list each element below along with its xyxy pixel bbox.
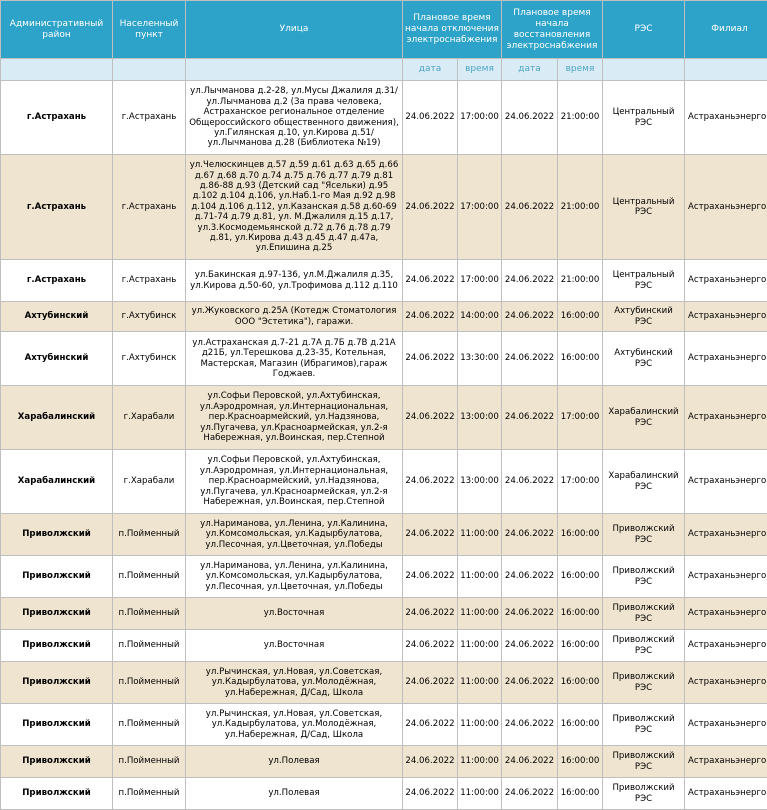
district-cell: г.Астрахань xyxy=(1,260,113,302)
district-cell: г.Астрахань xyxy=(1,155,113,260)
subheader-row xyxy=(1,59,767,81)
district-cell: Приволжский xyxy=(1,556,113,598)
street-cell: ул.Лычманова д.2-28, ул.Мусы Джалиля д.31/ ул.Лычманова д.2 (За права человека, Астраханское региональное отделение Общероссийского общественного движения), ул.Гилянская д.10, ул.Кирова д.51/ ул.Лычманова д.28 (Библиотека №19) xyxy=(186,81,403,155)
table-row xyxy=(1,662,767,704)
on-date-cell: 24.06.2022 xyxy=(502,746,558,778)
res-cell: Приволжский РЭС xyxy=(603,630,685,662)
header-row xyxy=(1,1,767,59)
off-time-cell: 13:30:00 xyxy=(458,332,502,386)
district-cell: Приволжский xyxy=(1,704,113,746)
on-time-cell: 16:00:00 xyxy=(558,302,603,332)
res-cell: Приволжский РЭС xyxy=(603,746,685,778)
off-time-cell: 11:00:00 xyxy=(458,704,502,746)
off-time-cell: 11:00:00 xyxy=(458,514,502,556)
sub-on-date: дата xyxy=(502,59,558,81)
on-time-cell: 17:00:00 xyxy=(558,450,603,514)
locality-cell: п.Пойменный xyxy=(113,746,186,778)
off-date-cell: 24.06.2022 xyxy=(403,662,458,704)
on-date-cell: 24.06.2022 xyxy=(502,598,558,630)
district-cell: г.Астрахань xyxy=(1,81,113,155)
on-time-cell: 16:00:00 xyxy=(558,630,603,662)
branch-cell: Астраханьэнерго xyxy=(685,332,767,386)
table-row xyxy=(1,704,767,746)
on-date-cell: 24.06.2022 xyxy=(502,260,558,302)
col-on-time: Плановое время начала восстановления электроснабжения xyxy=(502,1,603,59)
street-cell: ул.Нариманова, ул.Ленина, ул.Калинина, ул.Комсомольская, ул.Кадырбулатова, ул.Песочная, ул.Цветочная, ул.Победы xyxy=(186,514,403,556)
sub-off-time: время xyxy=(458,59,502,81)
street-cell: ул.Восточная xyxy=(186,630,403,662)
res-cell: Приволжский РЭС xyxy=(603,598,685,630)
on-date-cell: 24.06.2022 xyxy=(502,556,558,598)
on-date-cell: 24.06.2022 xyxy=(502,332,558,386)
off-time-cell: 13:00:00 xyxy=(458,386,502,450)
on-date-cell: 24.06.2022 xyxy=(502,778,558,810)
off-time-cell: 11:00:00 xyxy=(458,630,502,662)
table-row xyxy=(1,155,767,260)
branch-cell: Астраханьэнерго xyxy=(685,630,767,662)
res-cell: Приволжский РЭС xyxy=(603,704,685,746)
sub-off-date: дата xyxy=(403,59,458,81)
on-date-cell: 24.06.2022 xyxy=(502,704,558,746)
table-row xyxy=(1,746,767,778)
on-time-cell: 17:00:00 xyxy=(558,386,603,450)
table-row xyxy=(1,514,767,556)
locality-cell: п.Пойменный xyxy=(113,778,186,810)
on-time-cell: 21:00:00 xyxy=(558,81,603,155)
on-time-cell: 21:00:00 xyxy=(558,260,603,302)
district-cell: Приволжский xyxy=(1,514,113,556)
street-cell: ул.Полевая xyxy=(186,746,403,778)
locality-cell: п.Пойменный xyxy=(113,598,186,630)
street-cell: ул.Полевая xyxy=(186,778,403,810)
street-cell: ул.Рычинская, ул.Новая, ул.Советская, ул.Кадырбулатова, ул.Молодёжная, ул.Набережная, Д/Сад, Школа xyxy=(186,662,403,704)
off-date-cell: 24.06.2022 xyxy=(403,746,458,778)
col-off-time: Плановое время начала отключения электроснабжения xyxy=(403,1,502,59)
off-time-cell: 11:00:00 xyxy=(458,746,502,778)
district-cell: Ахтубинский xyxy=(1,332,113,386)
locality-cell: г.Ахтубинск xyxy=(113,302,186,332)
street-cell: ул.Нариманова, ул.Ленина, ул.Калинина, ул.Комсомольская, ул.Кадырбулатова, ул.Песочная, ул.Цветочная, ул.Победы xyxy=(186,556,403,598)
table-row xyxy=(1,81,767,155)
off-date-cell: 24.06.2022 xyxy=(403,260,458,302)
street-cell: ул.Софьи Перовской, ул.Ахтубинская, ул.Аэродромная, ул.Интернациональная, пер.Красноармейский, ул.Надзянова, ул.Пугачева, ул.Красноармейская, ул.2-я Набережная, ул.Воинская, пер.Степной xyxy=(186,386,403,450)
district-cell: Харабалинский xyxy=(1,450,113,514)
on-date-cell: 24.06.2022 xyxy=(502,662,558,704)
off-time-cell: 14:00:00 xyxy=(458,302,502,332)
district-cell: Приволжский xyxy=(1,778,113,810)
branch-cell: Астраханьэнерго xyxy=(685,81,767,155)
table-row xyxy=(1,386,767,450)
table-row xyxy=(1,302,767,332)
off-date-cell: 24.06.2022 xyxy=(403,556,458,598)
off-time-cell: 11:00:00 xyxy=(458,778,502,810)
off-date-cell: 24.06.2022 xyxy=(403,450,458,514)
street-cell: ул.Челюскинцев д.57 д.59 д.61 д.63 д.65 д.66 д.67 д.68 д.70 д.74 д.75 д.76 д.77 д.79 д.81 д.86-88 д.93 (Детский сад "Ясельки) д.95 д.102 д.104 д.106, ул.Наб.1-го Мая д.92 д.98 д.104 д.106 д.112, ул.Казанская д.58 д.60-69 д.71-74 д.79 д.81, ул. М.Джалиля д.15 д.17, ул.3.Космодемьянской д.72 д.76 д.78 д.79 д.81, ул.Кирова д.43 д.45 д.47 д.47а, ул.Епишина д.25 xyxy=(186,155,403,260)
table-row xyxy=(1,630,767,662)
street-cell: ул.Рычинская, ул.Новая, ул.Советская, ул.Кадырбулатова, ул.Молодёжная, ул.Набережная, Д/Сад, Школа xyxy=(186,704,403,746)
street-cell: ул.Софьи Перовской, ул.Ахтубинская, ул.Аэродромная, ул.Интернациональная, пер.Красноармейский, ул.Надзянова, ул.Пугачева, ул.Красноармейская, ул.2-я Набережная, ул.Воинская, пер.Степной xyxy=(186,450,403,514)
district-cell: Приволжский xyxy=(1,630,113,662)
locality-cell: п.Пойменный xyxy=(113,556,186,598)
on-date-cell: 24.06.2022 xyxy=(502,450,558,514)
off-date-cell: 24.06.2022 xyxy=(403,704,458,746)
district-cell: Ахтубинский xyxy=(1,302,113,332)
res-cell: Харабалинский РЭС xyxy=(603,386,685,450)
off-time-cell: 17:00:00 xyxy=(458,81,502,155)
street-cell: ул.Восточная xyxy=(186,598,403,630)
res-cell: Приволжский РЭС xyxy=(603,556,685,598)
off-date-cell: 24.06.2022 xyxy=(403,332,458,386)
col-district: Административный район xyxy=(1,1,113,59)
locality-cell: п.Пойменный xyxy=(113,630,186,662)
branch-cell: Астраханьэнерго xyxy=(685,386,767,450)
on-time-cell: 16:00:00 xyxy=(558,332,603,386)
on-date-cell: 24.06.2022 xyxy=(502,155,558,260)
on-date-cell: 24.06.2022 xyxy=(502,302,558,332)
on-date-cell: 24.06.2022 xyxy=(502,81,558,155)
on-time-cell: 16:00:00 xyxy=(558,746,603,778)
on-time-cell: 16:00:00 xyxy=(558,704,603,746)
on-date-cell: 24.06.2022 xyxy=(502,630,558,662)
res-cell: Приволжский РЭС xyxy=(603,514,685,556)
res-cell: Ахтубинский РЭС xyxy=(603,302,685,332)
on-time-cell: 21:00:00 xyxy=(558,155,603,260)
locality-cell: г.Харабали xyxy=(113,450,186,514)
district-cell: Приволжский xyxy=(1,746,113,778)
table-row xyxy=(1,778,767,810)
off-time-cell: 11:00:00 xyxy=(458,598,502,630)
locality-cell: п.Пойменный xyxy=(113,514,186,556)
off-date-cell: 24.06.2022 xyxy=(403,630,458,662)
on-time-cell: 16:00:00 xyxy=(558,778,603,810)
col-locality: Населенный пункт xyxy=(113,1,186,59)
sub-empty xyxy=(186,59,403,81)
on-time-cell: 16:00:00 xyxy=(558,598,603,630)
table-row xyxy=(1,332,767,386)
locality-cell: г.Астрахань xyxy=(113,260,186,302)
table-row xyxy=(1,450,767,514)
locality-cell: п.Пойменный xyxy=(113,662,186,704)
branch-cell: Астраханьэнерго xyxy=(685,302,767,332)
branch-cell: Астраханьэнерго xyxy=(685,598,767,630)
locality-cell: г.Ахтубинск xyxy=(113,332,186,386)
res-cell: Центральный РЭС xyxy=(603,81,685,155)
branch-cell: Астраханьэнерго xyxy=(685,746,767,778)
off-date-cell: 24.06.2022 xyxy=(403,81,458,155)
off-time-cell: 17:00:00 xyxy=(458,260,502,302)
locality-cell: г.Харабали xyxy=(113,386,186,450)
street-cell: ул.Бакинская д.97-136, ул.М.Джалиля д.35, ул.Кирова д.50-60, ул.Трофимова д.112 д.110 xyxy=(186,260,403,302)
district-cell: Харабалинский xyxy=(1,386,113,450)
off-date-cell: 24.06.2022 xyxy=(403,302,458,332)
district-cell: Приволжский xyxy=(1,598,113,630)
off-date-cell: 24.06.2022 xyxy=(403,778,458,810)
on-date-cell: 24.06.2022 xyxy=(502,386,558,450)
table-row xyxy=(1,260,767,302)
street-cell: ул.Жуковского д.25А (Котедж Стоматология ООО "Эстетика"), гаражи. xyxy=(186,302,403,332)
res-cell: Ахтубинский РЭС xyxy=(603,332,685,386)
off-date-cell: 24.06.2022 xyxy=(403,155,458,260)
table-row xyxy=(1,556,767,598)
on-time-cell: 16:00:00 xyxy=(558,514,603,556)
locality-cell: г.Астрахань xyxy=(113,155,186,260)
col-street: Улица xyxy=(186,1,403,59)
sub-empty xyxy=(685,59,767,81)
sub-empty xyxy=(1,59,113,81)
col-branch: Филиал xyxy=(685,1,767,59)
locality-cell: г.Астрахань xyxy=(113,81,186,155)
on-time-cell: 16:00:00 xyxy=(558,556,603,598)
branch-cell: Астраханьэнерго xyxy=(685,514,767,556)
res-cell: Центральный РЭС xyxy=(603,155,685,260)
table-row xyxy=(1,598,767,630)
sub-empty xyxy=(113,59,186,81)
res-cell: Харабалинский РЭС xyxy=(603,450,685,514)
on-date-cell: 24.06.2022 xyxy=(502,514,558,556)
off-time-cell: 11:00:00 xyxy=(458,556,502,598)
locality-cell: п.Пойменный xyxy=(113,704,186,746)
branch-cell: Астраханьэнерго xyxy=(685,260,767,302)
street-cell: ул.Астраханская д.7-21 д.7А д.7Б д.7В д.21А д21Б, ул.Терешкова д.23-35, Котельная, Мастерская, Магазин (Ибрагимов),гараж Годжаев. xyxy=(186,332,403,386)
branch-cell: Астраханьэнерго xyxy=(685,778,767,810)
on-time-cell: 16:00:00 xyxy=(558,662,603,704)
off-time-cell: 11:00:00 xyxy=(458,662,502,704)
table-body xyxy=(1,81,767,810)
off-time-cell: 13:00:00 xyxy=(458,450,502,514)
off-time-cell: 17:00:00 xyxy=(458,155,502,260)
branch-cell: Астраханьэнерго xyxy=(685,450,767,514)
off-date-cell: 24.06.2022 xyxy=(403,514,458,556)
off-date-cell: 24.06.2022 xyxy=(403,598,458,630)
res-cell: Приволжский РЭС xyxy=(603,662,685,704)
branch-cell: Астраханьэнерго xyxy=(685,704,767,746)
res-cell: Центральный РЭС xyxy=(603,260,685,302)
res-cell: Приволжский РЭС xyxy=(603,778,685,810)
branch-cell: Астраханьэнерго xyxy=(685,662,767,704)
branch-cell: Астраханьэнерго xyxy=(685,155,767,260)
branch-cell: Астраханьэнерго xyxy=(685,556,767,598)
col-res: РЭС xyxy=(603,1,685,59)
sub-empty xyxy=(603,59,685,81)
off-date-cell: 24.06.2022 xyxy=(403,386,458,450)
sub-on-time: время xyxy=(558,59,603,81)
district-cell: Приволжский xyxy=(1,662,113,704)
